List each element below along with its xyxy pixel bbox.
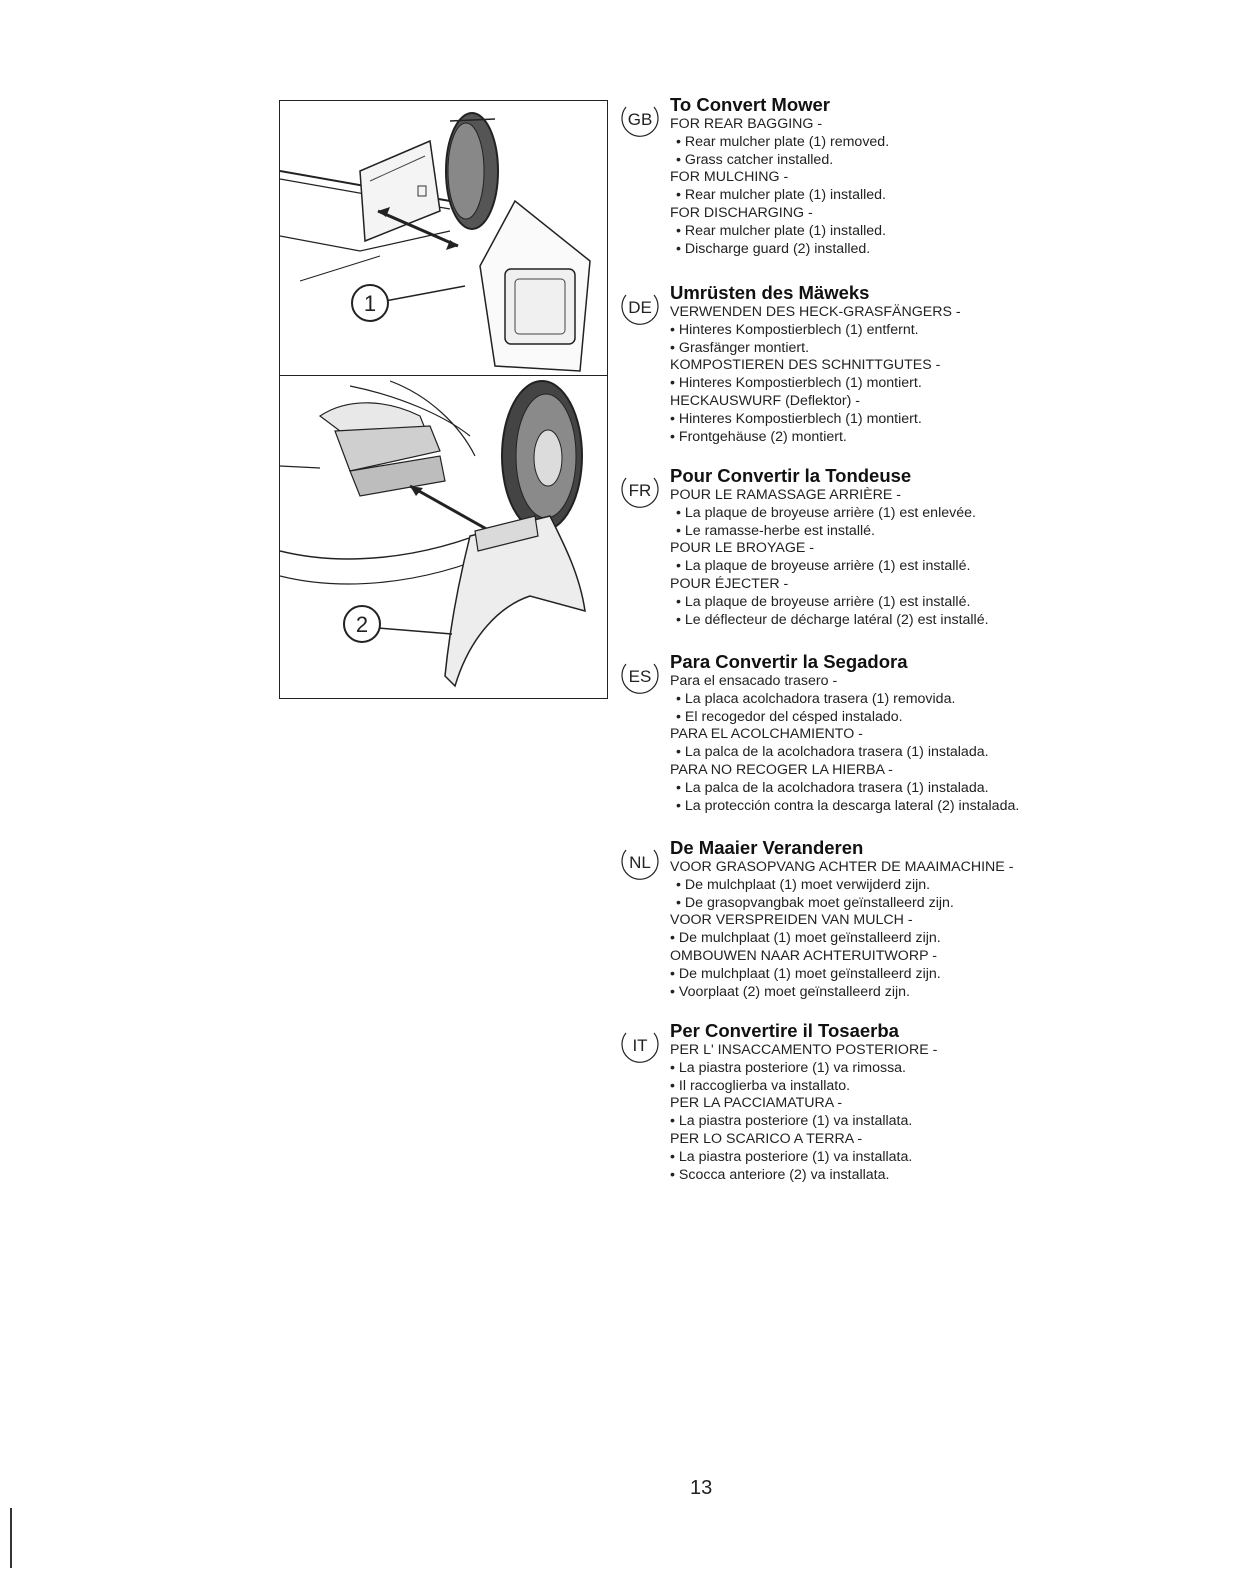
section-line: HECKAUSWURF (Deflektor) - (670, 392, 860, 409)
section-line: • La plaque de broyeuse arrière (1) est installé. (676, 593, 971, 610)
section-line: • Hinteres Kompostierblech (1) montiert. (670, 375, 922, 392)
section-line: • La piastra posteriore (1) va rimossa. (670, 1059, 906, 1076)
section-line: • Discharge guard (2) installed. (676, 240, 871, 257)
section-line: PER LA PACCIAMATURA - (670, 1095, 843, 1112)
section-title: Umrüsten des Mäweks (670, 282, 870, 303)
section-line: FOR MULCHING - (670, 169, 789, 186)
callout-2: 2 (355, 612, 369, 637)
callout-1: 1 (363, 291, 377, 316)
language-badge-icon (620, 1025, 660, 1065)
section-line: PER LO SCARICO A TERRA - (670, 1130, 863, 1147)
section-line: • De mulchplaat (1) moet verwijderd zijn. (676, 876, 931, 893)
section-line: • Le déflecteur de décharge latéral (2) est installé. (676, 611, 989, 628)
section-de (620, 282, 1240, 446)
section-line: VOOR GRASOPVANG ACHTER DE MAAIMACHINE - (670, 859, 1014, 875)
discharge-guard-illustration (280, 376, 607, 698)
section-line: • Grass catcher installed. (676, 151, 834, 168)
section-line: • La piastra posteriore (1) va installata. (670, 1148, 913, 1165)
section-line: • La palca de la acolchadora trasera (1) instalada. (676, 744, 989, 761)
language-badge-icon (620, 99, 660, 139)
section-line: PARA NO RECOGER LA HIERBA - (670, 761, 893, 778)
section-line: • Rear mulcher plate (1) installed. (676, 222, 886, 239)
section-title: De Maaier Veranderen (670, 837, 864, 858)
section-title: Per Convertire il Tosaerba (670, 1020, 899, 1041)
section-line: • Hinteres Kompostierblech (1) entfernt. (670, 321, 919, 338)
section-line: • La plaque de broyeuse arrière (1) est installé. (676, 558, 971, 575)
section-line: • La piastra posteriore (1) va installata. (670, 1113, 913, 1130)
section-fr (620, 465, 1240, 629)
section-line: • Scocca anteriore (2) va installata. (670, 1166, 890, 1183)
section-line: Para el ensacado trasero - (670, 673, 838, 689)
section-line: FOR DISCHARGING - (670, 204, 813, 221)
language-badge-icon (620, 287, 660, 327)
language-badge-icon (620, 470, 660, 510)
section-line: • De grasopvangbak moet geïnstalleerd zijn. (676, 894, 954, 911)
section-line: • La protección contra la descarga lateral (2) instalada. (676, 797, 1020, 814)
section-line: KOMPOSTIEREN DES SCHNITTGUTES - (670, 357, 941, 374)
scan-edge-mark (10, 1508, 12, 1568)
section-title: To Convert Mower (670, 94, 830, 115)
section-line: POUR LE RAMASSAGE ARRIÈRE - (670, 487, 901, 503)
section-line: • De mulchplaat (1) moet geïnstalleerd zijn. (670, 965, 941, 982)
page-number: 13 (690, 1477, 713, 1499)
section-line: PARA EL ACOLCHAMIENTO - (670, 726, 863, 743)
section-line: PER L' INSACCAMENTO POSTERIORE - (670, 1042, 938, 1058)
svg-text:GB: GB (627, 110, 653, 129)
section-title: Para Convertir la Segadora (670, 651, 908, 672)
svg-text:DE: DE (628, 298, 652, 317)
section-line: • De mulchplaat (1) moet geïnstalleerd zijn. (670, 930, 941, 947)
svg-text:ES: ES (628, 667, 652, 686)
section-line: • El recogedor del césped instalado. (676, 708, 903, 725)
section-line: POUR ÉJECTER - (670, 575, 789, 592)
section-line: • Rear mulcher plate (1) installed. (676, 187, 886, 204)
section-line: • La placa acolchadora trasera (1) removida. (676, 690, 956, 707)
section-nl (620, 837, 1240, 1001)
figure-rear-mulcher-plate (279, 100, 608, 377)
section-line: VOOR VERSPREIDEN VAN MULCH - (670, 912, 913, 929)
section-line: OMBOUWEN NAAR ACHTERUITWORP - (670, 947, 937, 964)
section-line: • Le ramasse-herbe est installé. (676, 522, 875, 539)
section-line: • Frontgehäuse (2) montiert. (670, 428, 847, 445)
section-line: • Voorplaat (2) moet geïnstalleerd zijn. (670, 983, 910, 1000)
section-line: • Il raccoglierba va installato. (670, 1077, 851, 1094)
section-line: FOR REAR BAGGING - (670, 116, 823, 132)
section-line: • La palca de la acolchadora trasera (1) instalada. (676, 779, 989, 796)
section-es (620, 651, 1240, 815)
section-line: • Rear mulcher plate (1) removed. (676, 133, 890, 150)
language-badge-icon (620, 656, 660, 696)
section-it (620, 1020, 1240, 1184)
svg-text:NL: NL (629, 853, 651, 872)
section-line: VERWENDEN DES HECK-GRASFÄNGERS - (670, 304, 961, 320)
svg-text:IT: IT (632, 1036, 648, 1055)
section-line: • Hinteres Kompostierblech (1) montiert. (670, 410, 922, 427)
section-line: POUR LE BROYAGE - (670, 540, 815, 557)
section-line: • La plaque de broyeuse arrière (1) est enlevée. (676, 504, 976, 521)
language-badge-icon (620, 842, 660, 882)
figure-discharge-guard (279, 375, 608, 699)
svg-text:FR: FR (628, 481, 652, 500)
section-gb (620, 94, 1240, 258)
section-line: • Grasfänger montiert. (670, 339, 810, 356)
mulcher-plate-illustration (280, 101, 607, 376)
section-title: Pour Convertir la Tondeuse (670, 465, 912, 486)
